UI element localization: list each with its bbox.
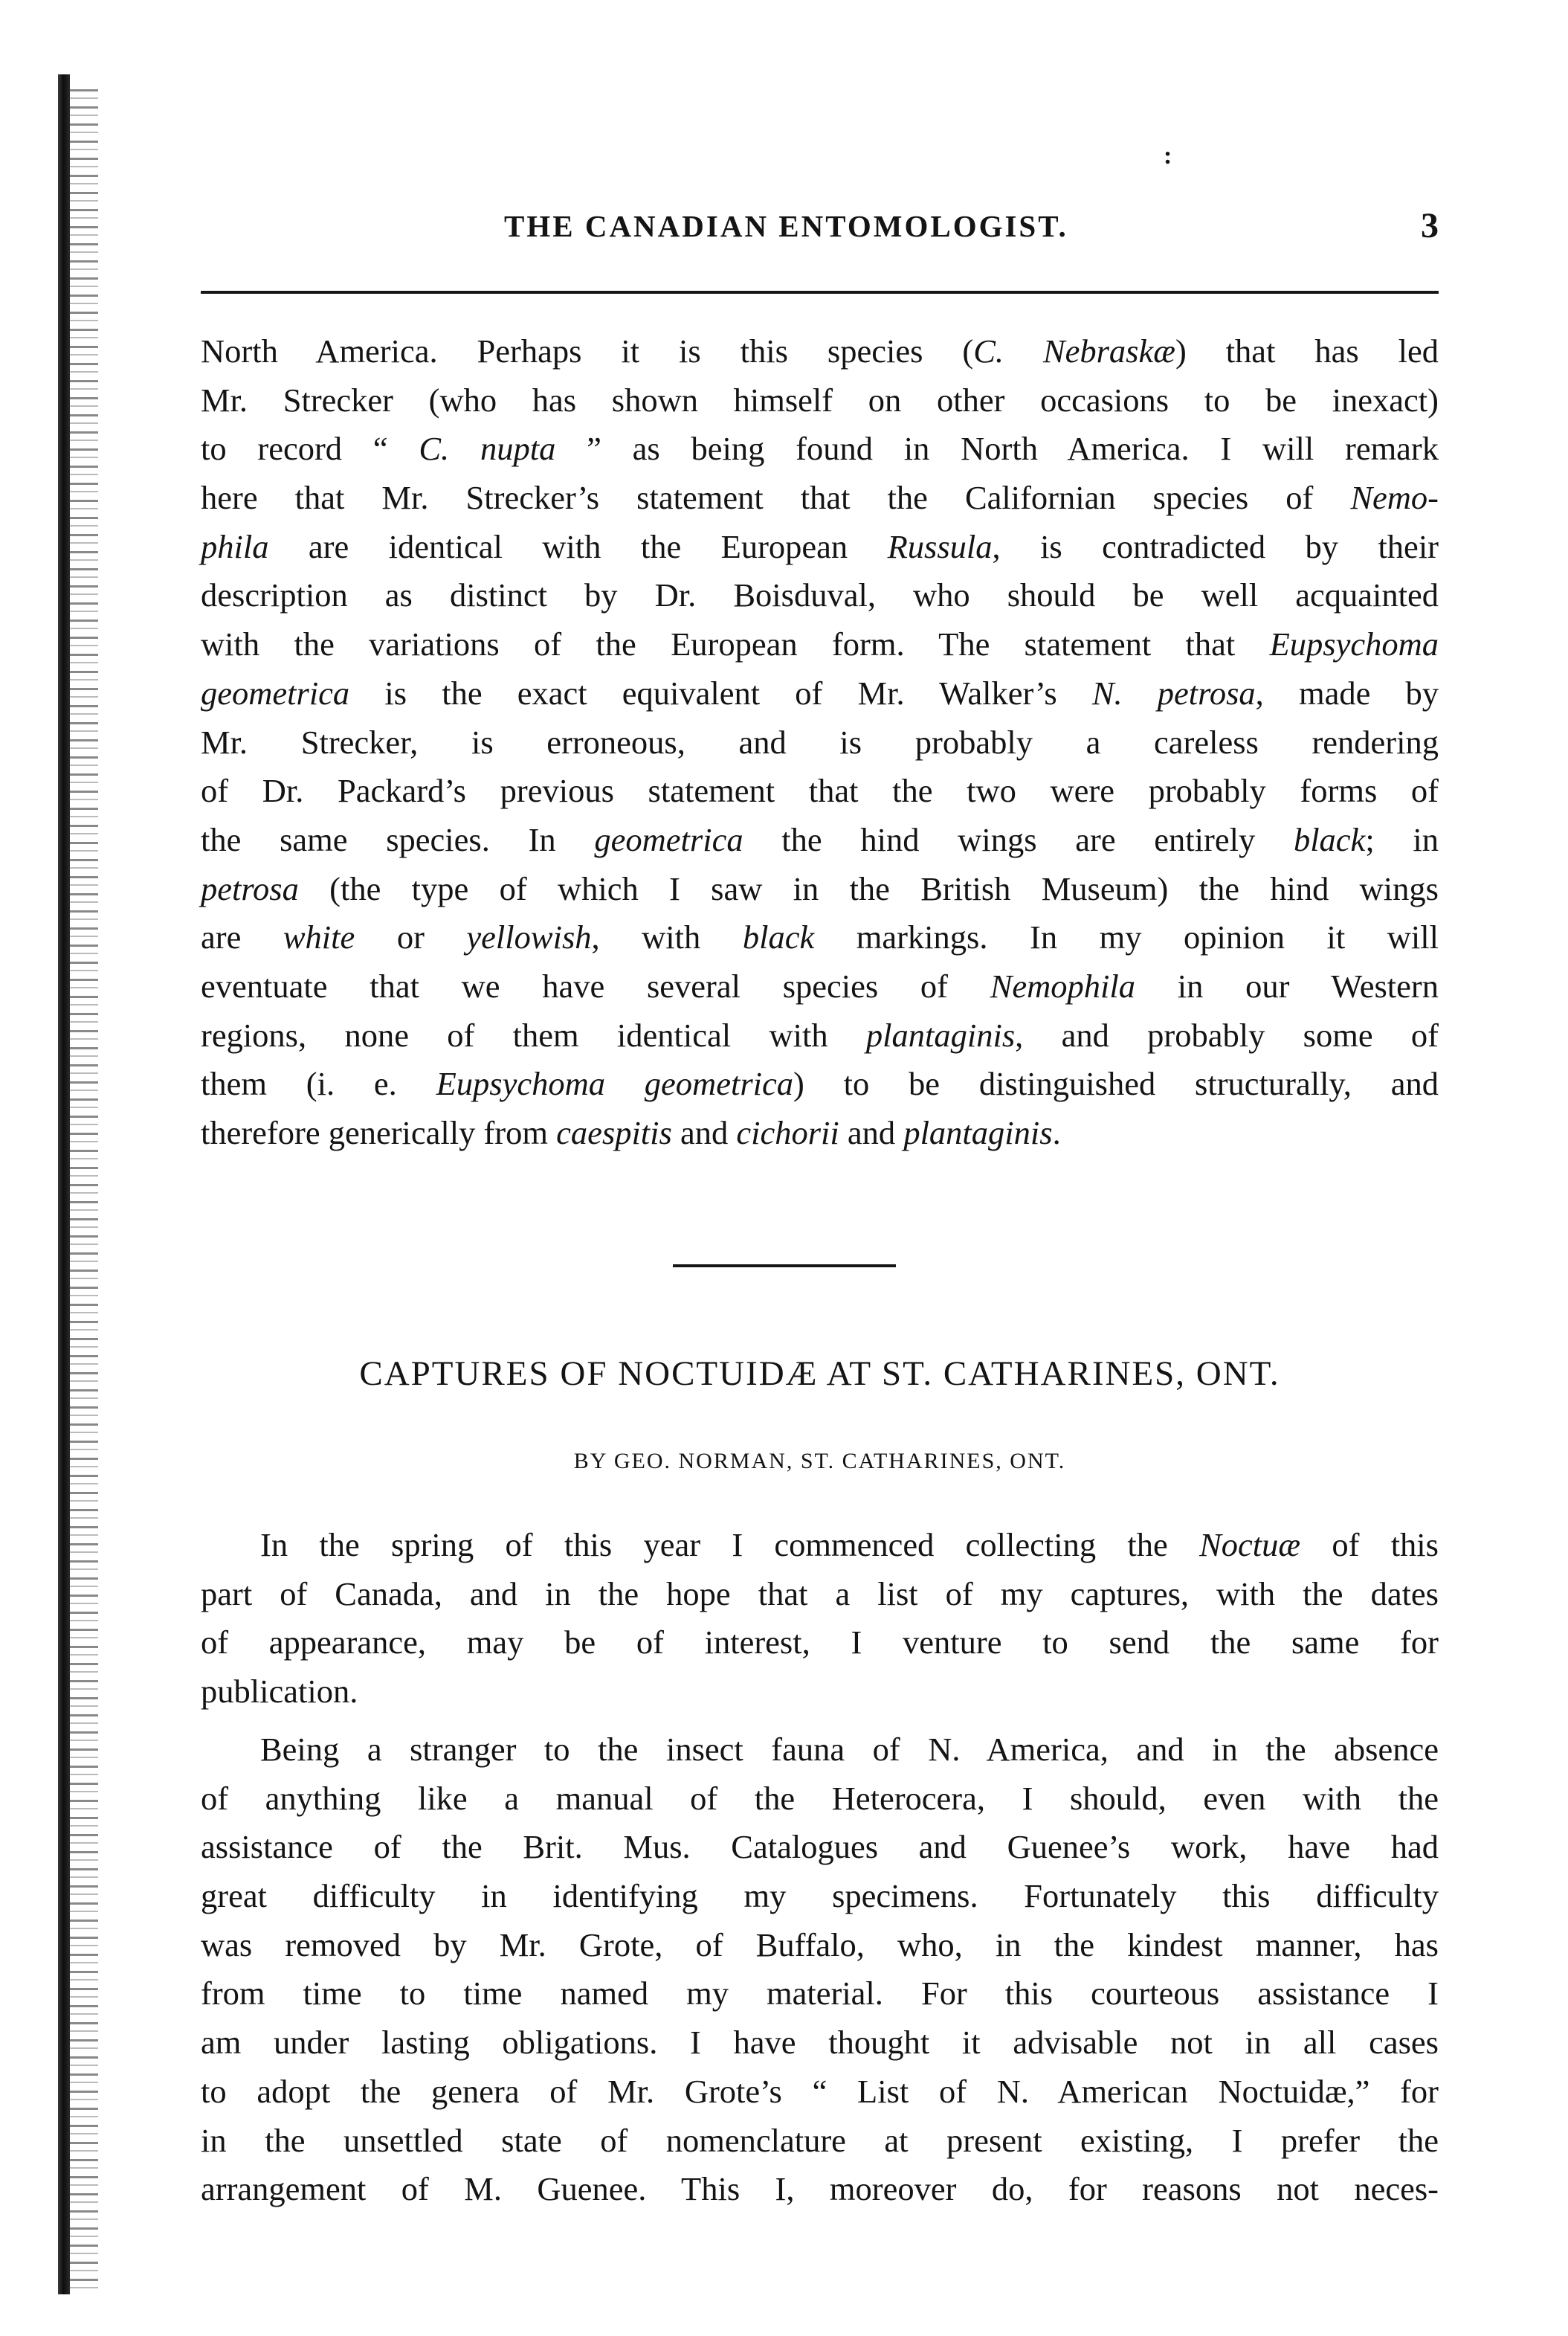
text-line: petrosa (the type of which I saw in the British Museum) the hind wings [201,869,1439,907]
text-line: phila are identical with the European Russula, is contradicted by their [201,527,1439,565]
section-divider [673,1264,896,1267]
text-line: in the unsettled state of nomenclature at present existing, I prefer the [201,2121,1439,2159]
text-line: of anything like a manual of the Heterocera, I should, even with the [201,1779,1439,1817]
text-line: eventuate that we have several species of Nemophila in our Western [201,967,1439,1005]
text-line: regions, none of them identical with plantaginis, and probably some of [201,1016,1439,1054]
text-line: them (i. e. Eupsychoma geometrica) to be distinguished structurally, and [201,1065,1439,1103]
text-line: to adopt the genera of Mr. Grote’s “ List of N. American Noctuidæ,” for [201,2072,1439,2110]
text-line: part of Canada, and in the hope that a list of my captures, with the dates [201,1574,1439,1612]
text-line: the same species. In geometrica the hind wings are entirely black; in [201,820,1439,858]
text-line: arrangement of M. Guenee. This I, moreover do, for reasons not neces- [201,2170,1439,2208]
text-line: am under lasting obligations. I have thought it advisable not in all cases [201,2024,1439,2062]
text-line: from time to time named my material. For this courteous assistance I [201,1975,1439,2012]
text-line: great difficulty in identifying my specimens. Fortunately this difficulty [201,1877,1439,1915]
running-head [201,208,1439,253]
text-line: Being a stranger to the insect fauna of N. America, and in the absence [260,1731,1439,1768]
text-line: assistance of the Brit. Mus. Catalogues and Guenee’s work, have had [201,1828,1439,1866]
text-line: was removed by Mr. Grote, of Buffalo, who, in the kindest manner, has [201,1925,1439,1963]
binding-edge-texture [68,89,98,2291]
page-number: 3 [1421,206,1439,245]
text-line: Mr. Strecker, is erroneous, and is probably a careless rendering [201,723,1439,761]
header-rule [201,291,1439,294]
text-line: of Dr. Packard’s previous statement that the two were probably forms of [201,772,1439,810]
text-line: are white or yellowish, with black markings. In my opinion it will [201,918,1439,956]
article-paragraph-2 [201,1725,1439,2214]
article-title: CAPTURES OF NOCTUIDÆ AT ST. CATHARINES, ONT. [359,1354,1280,1393]
text-line: here that Mr. Strecker’s statement that the Californian species of Nemo- [201,479,1439,517]
text-line: with the variations of the European form. The statement that Eupsychoma [201,625,1439,663]
continued-paragraph [201,327,1439,1158]
text-line: description as distinct by Dr. Boisduval, who should be well acquainted [201,576,1439,614]
article-paragraph-1 [201,1521,1439,1716]
article-byline: BY GEO. NORMAN, ST. CATHARINES, ONT. [573,1449,1066,1473]
text-line: geometrica is the exact equivalent of Mr. Walker’s N. petrosa, made by [201,674,1439,712]
text-line: to record “ C. nupta ” as being found in North America. I will remark [201,430,1439,468]
text-line: In the spring of this year I commenced collecting the Noctuæ of this [260,1526,1439,1563]
running-title: THE CANADIAN ENTOMOLOGIST. [504,209,1068,243]
text-line: of appearance, may be of interest, I venture to send the same for [201,1624,1439,1661]
text-line: publication. [201,1673,358,1711]
text-line: Mr. Strecker (who has shown himself on other occasions to be inexact) [201,381,1439,419]
margin-marks: : [1164,142,1172,170]
text-line: therefore generically from caespitis and cichorii and plantaginis. [201,1114,1061,1151]
text-line: North America. Perhaps it is this species (C. Nebraskæ) that has led [201,332,1439,370]
